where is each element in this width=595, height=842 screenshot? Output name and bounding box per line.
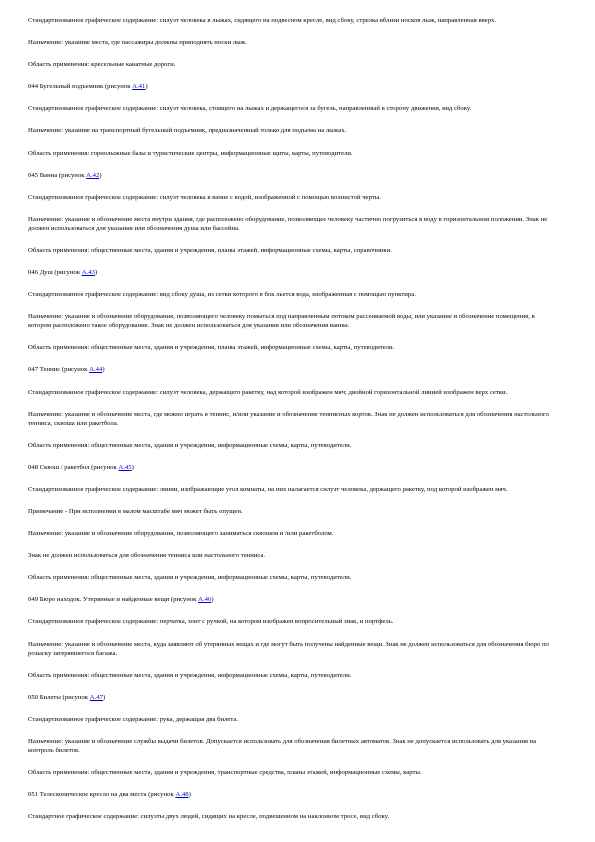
paragraph: Назначение: указание места, где пассажиры должны приподнять носки лыж. — [28, 39, 247, 47]
heading-text: 048 Сквош / ракетбол (рисунок — [28, 463, 119, 471]
paragraph: Стандартизованное графическое содержание: силуэт человека, стоящего на лыжах и держащегося за бугель, направленный в сторону движения, вид сбоку. — [28, 105, 472, 113]
paragraph: Стандартизованное графическое содержание: вид сбоку душа, из сетки которого в бок льется вода, изображенная с помощью пунктира. — [28, 291, 416, 299]
heading-text: 049 Бюро находок. Утерянные и найденные вещи (рисунок — [28, 596, 199, 604]
figure-link[interactable]: А.44 — [89, 366, 103, 374]
figure-link[interactable]: А.48 — [175, 791, 189, 799]
paragraph: Область применения: общественные места, здания и учреждения, транспортные средства, планы этажей, информационные схемы, карты. — [28, 769, 422, 776]
paragraph: Назначение: указание на транспортный бугельный подъемник, предназначенный только для подъема на лыжах. — [28, 127, 347, 135]
figure-link[interactable]: А.46 — [198, 596, 212, 604]
paragraph: Область применения: горнолыжные базы и туристические центры, информационные щиты, карты, путеводители. — [28, 149, 353, 157]
section-heading — [28, 82, 557, 91]
paragraph: Стандартизованное графическое содержание: рука, держащая два билета. — [28, 715, 239, 723]
paragraph: Назначение: указание и обозначение места внутри здания, где расположено оборудование, позволяющее человеку частично погрузиться в воду в горизонтальном положении. Знак не должен использоваться для указания или обозначения душа или бассейна. — [28, 215, 548, 232]
section-heading — [28, 365, 557, 374]
paragraph: Область применения: общественные места, здания и учреждения, информационные схемы, карты, путеводители. — [28, 574, 352, 582]
paragraph: Знак не должен использоваться для обозначения тенниса или настольного тенниса. — [28, 552, 266, 560]
heading-text: 047 Теннис (рисунок — [28, 366, 90, 374]
paragraph: Стандартизованное графическое содержание: линии, изображающие угол комнаты, на них налагается силуэт человека, держащего ракетку, под которой изображен мяч. — [28, 485, 508, 493]
paragraph: Стандартизованное графическое содержание: перчатка, зонт с ручкой, на котором изображен вопросительный знак, и портфель. — [28, 618, 394, 626]
heading-text: 045 Ванна (рисунок — [28, 171, 87, 179]
heading-text-end: ) — [94, 269, 98, 277]
heading-text: 050 Билеты (рисунок — [28, 693, 90, 701]
paragraph: Стандартное графическое содержание: силуэты двух людей, сидящих на кресле, подвешенном на наклонном тросе, вид сбоку. — [28, 813, 390, 821]
figure-link[interactable]: А.41 — [132, 83, 146, 91]
paragraph: Назначение: указание и обозначение оборудования, позволяющего человеку помыться под направленным потоком рассеиваемой воды, или указание и обозначение помещения, в котором расположено такое оборудование. Знак не должен использоваться для указания или обозначения ванны. — [28, 313, 535, 330]
figure-link[interactable]: А.45 — [118, 463, 132, 471]
paragraph: Область применения: общественные места, здания и учреждения, планы этажей, информационные схемы, карты, путеводители. — [28, 344, 395, 352]
paragraph: Область применения: общественные места, здания и учреждения, информационные схемы, карты, путеводители. — [28, 671, 352, 679]
section-heading — [28, 595, 557, 604]
heading-text: 044 Бугельный подъемник (рисунок — [28, 83, 133, 91]
heading-text-end: ) — [211, 596, 214, 604]
heading-text-end: ) — [188, 791, 191, 799]
section-heading — [28, 463, 557, 472]
paragraph: Область применения: общественные места, здания и учреждения, планы этажей, информационные схемы, карты, справочники. — [28, 246, 392, 254]
section-heading — [28, 268, 557, 277]
paragraph: Стандартизованное графическое содержание: силуэт человека, держащего ракетку, над которой изображен мяч; двойной горизонтальной линией изображен верх сетки. — [28, 388, 508, 396]
figure-link[interactable]: А.47 — [89, 693, 103, 701]
paragraph: Стандартизованное графическое содержание: силуэт человека в лыжах, сидящего на подвесном кресле, вид сбоку, стрелка вблизи носков лыж, направленная вверх. — [28, 17, 497, 24]
section-heading — [28, 790, 557, 799]
paragraph: Область применения: кресельные канатные дороги. — [28, 61, 176, 69]
paragraph: Стандартизованное графическое содержание: силуэт человека в ванне с водой, изображенной с помощью волнистой черты. — [28, 193, 381, 201]
paragraph: Назначение: указание и обозначение места, куда заявляют об утерянных вещах и где могут быть получены найденные вещи. Знак не должен использоваться для обозначения бюро по розыску затерявшегося багажа. — [28, 640, 549, 657]
heading-text-end: ) — [145, 83, 148, 91]
figure-link[interactable]: А.42 — [86, 171, 100, 179]
section-heading — [28, 171, 557, 180]
paragraph: Область применения: общественные места, здания и учреждения, информационные схемы, карты, путеводители. — [28, 441, 352, 449]
paragraph: Примечание - При исполнении в малом масштабе мяч может быть опущен. — [28, 507, 243, 515]
heading-text-end: ) — [102, 366, 105, 374]
paragraph: Назначение: указание и обозначение оборудования, позволяющего заниматься сквошем и /или ракетболом. — [28, 530, 334, 538]
heading-text-end: ) — [102, 693, 106, 701]
heading-text-end: ) — [131, 463, 134, 471]
heading-text: 046 Душ (рисунок — [28, 269, 82, 277]
section-heading — [28, 693, 557, 702]
heading-text: 051 Телескопическое кресло на два места (рисунок — [28, 791, 176, 799]
figure-link[interactable]: А.43 — [81, 269, 95, 277]
paragraph: Назначение: указание и обозначение службы выдачи билетов. Допускается использовать для обозначения билетных автоматов. Знак не допускается использовать для указания на контроль билетов. — [28, 737, 537, 754]
paragraph: Назначение: указание и обозначение места, где можно играть в теннис, и/или указание и обозначение теннисных кортов. Знак не должен использоваться для обозначения настольного тенниса, сквоша или ракетбола. — [28, 410, 549, 427]
heading-text-end: ) — [99, 171, 102, 179]
